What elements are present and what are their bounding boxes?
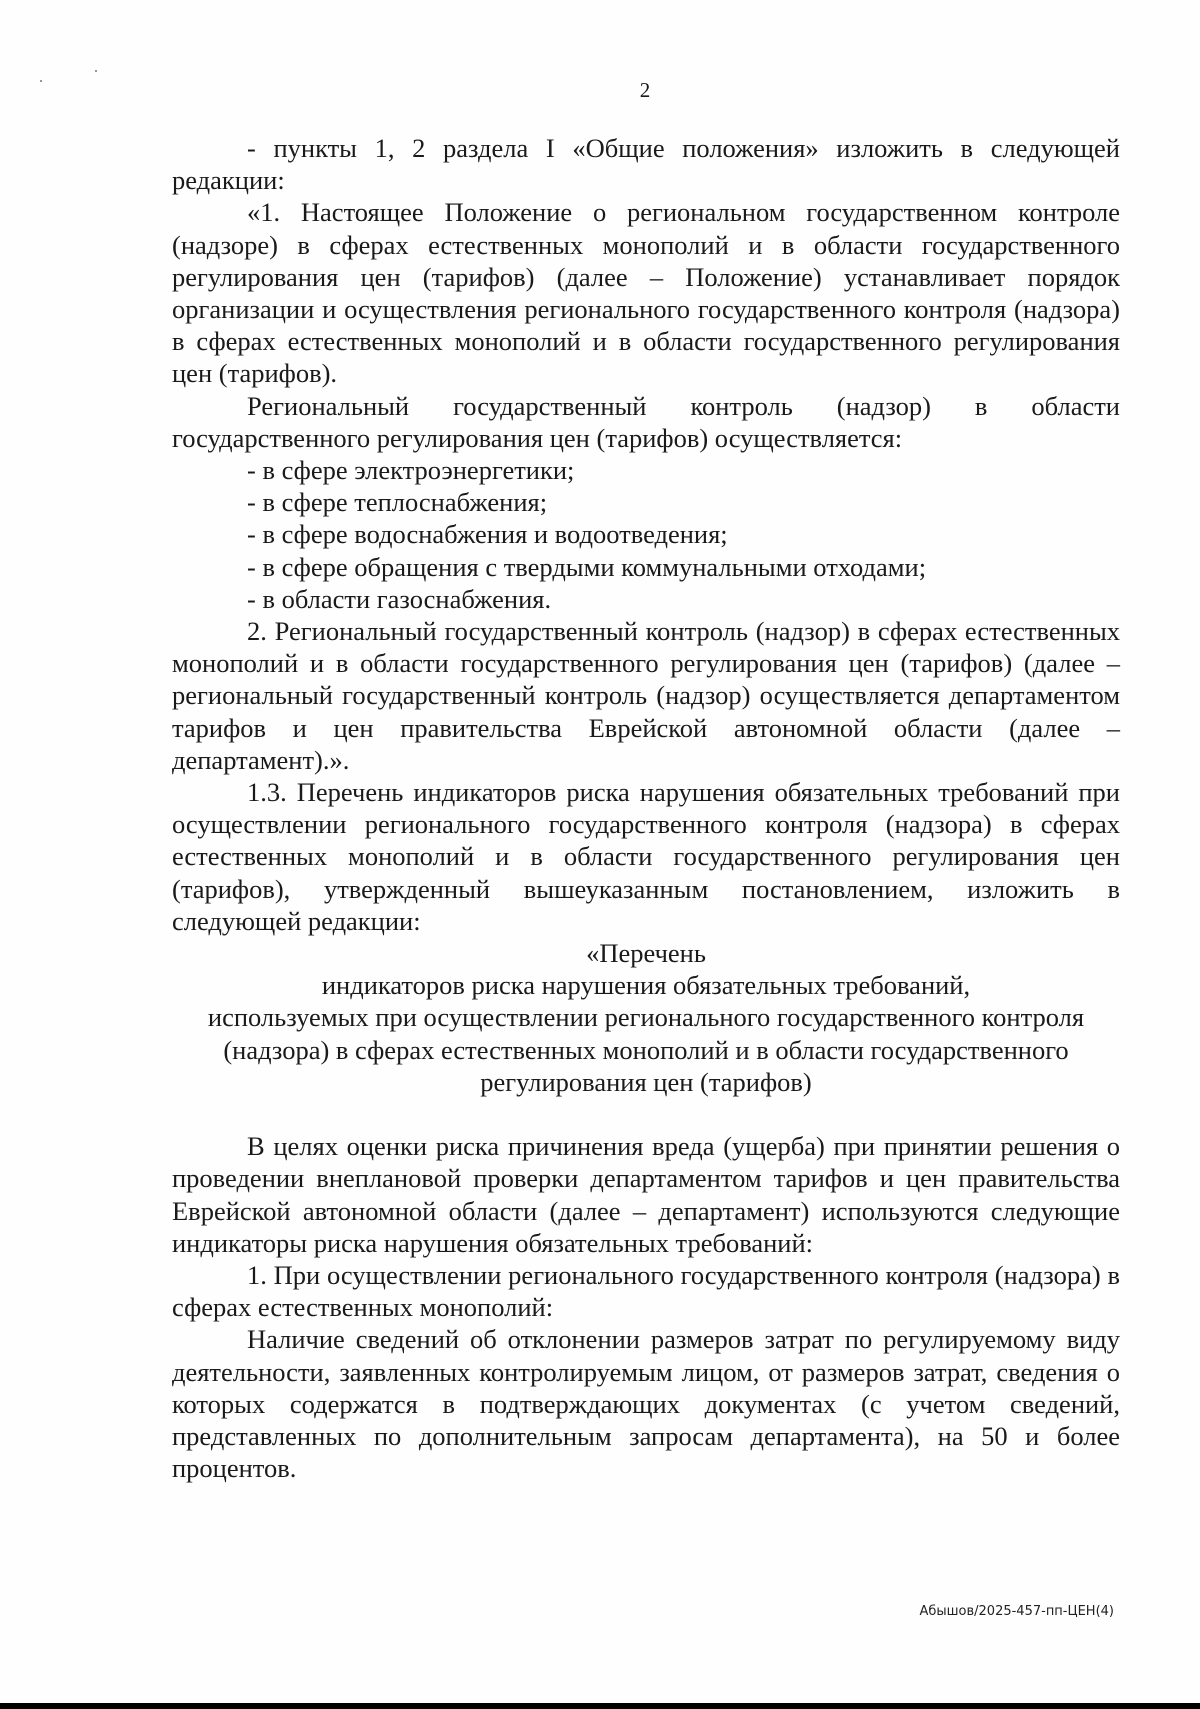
spacer bbox=[172, 1098, 1120, 1130]
paragraph-clause-1: «1. Настоящее Положение о региональном государственном контроле (надзоре) в сферах естественных монополий и в области государственного регулирования цен (тарифов) (далее – Положение) устанавливает порядок организации и осуществления регионального государственного контроля (надзора) в сферах естественных монополий и в области государственного регулирования цен (тарифов). bbox=[172, 197, 1120, 389]
heading-line-3: используемых при осуществлении регионального государственного контроля bbox=[207, 1002, 1085, 1033]
list-item-waste: - в сфере обращения с твердыми коммунальными отходами; bbox=[247, 551, 927, 582]
list-item-heat: - в сфере теплоснабжения; bbox=[247, 487, 548, 518]
heading-line-4: (надзора) в сферах естественных монополий и в области государственного bbox=[223, 1034, 1069, 1065]
document-body bbox=[172, 132, 1120, 1484]
document-code: Абышов/2025-457-пп-ЦЕН(4) bbox=[919, 1604, 1114, 1619]
paragraph-risk-assessment: В целях оценки риска причинения вреда (ущерба) при принятии решения о проведении внеплановой проверки департаментом тарифов и цен правительства Еврейской автономной области (далее – департамент) используются следующие индикаторы риска нарушения обязательных требований: bbox=[172, 1131, 1120, 1258]
heading-line-1: «Перечень bbox=[586, 938, 706, 969]
paragraph-amendment-intro: - пункты 1, 2 раздела I «Общие положения» изложить в следующей редакции: bbox=[172, 133, 1120, 196]
page-number: 2 bbox=[639, 78, 651, 102]
list-item-water: - в сфере водоснабжения и водоотведения; bbox=[247, 519, 728, 550]
paragraph-control-areas: Региональный государственный контроль (надзор) в области государственного регулирования цен (тарифов) осуществляется: bbox=[172, 390, 1120, 453]
heading-line-2: индикаторов риска нарушения обязательных требований, bbox=[321, 970, 971, 1001]
list-item-electricity: - в сфере электроэнергетики; bbox=[247, 455, 575, 486]
paragraph-indicator-1: 1. При осуществлении регионального государственного контроля (надзора) в сферах естественных монополий: bbox=[172, 1259, 1120, 1323]
list-item-gas: - в области газоснабжения. bbox=[247, 583, 552, 614]
scan-bottom-edge bbox=[0, 1703, 1200, 1709]
paragraph-clause-2: 2. Региональный государственный контроль (надзор) в сферах естественных монополий и в области государственного регулирования цен (тарифов) (далее – региональный государственный контроль (надзор) осуществляется департаментом тарифов и цен правительства Еврейской автономной области (далее – департамент).». bbox=[172, 616, 1120, 775]
scan-speck bbox=[95, 70, 97, 72]
paragraph-clause-1-3: 1.3. Перечень индикаторов риска нарушения обязательных требований при осуществлении регионального государственного контроля (надзора) в сферах естественных монополий и в области государственного регулирования цен (тарифов), утвержденный вышеуказанным постановлением, изложить в следующей редакции: bbox=[172, 777, 1120, 936]
paragraph-cost-deviation: Наличие сведений об отклонении размеров затрат по регулируемому виду деятельности, заявленных контролируемым лицом, от размеров затрат, сведения о которых содержатся в подтверждающих документах (с учетом сведений, представленных по дополнительным запросам департамента), на 50 и более процентов. bbox=[172, 1324, 1120, 1484]
heading-line-5: регулирования цен (тарифов) bbox=[480, 1066, 812, 1097]
